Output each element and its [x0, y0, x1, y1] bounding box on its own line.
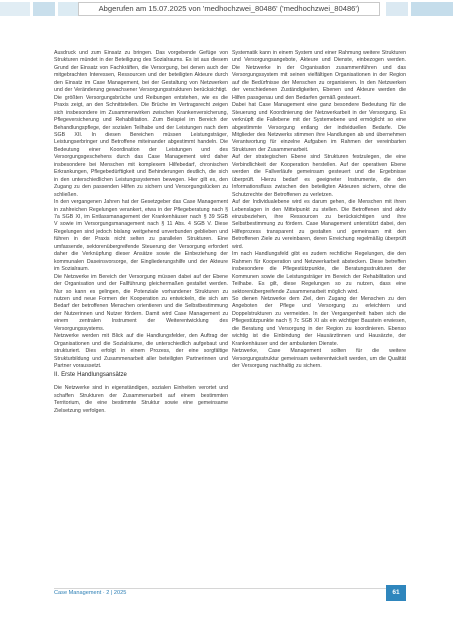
paragraph: Im nach Handlungsfeld gibt es zudem rechtliche Regelungen, die den Rahmen für Kooperation und Netzwerkarbeit abstecken. Diese betreffen insbesondere die Pflegestützpunkte, die Beratungsstrukturen der Kommunen sowie die Leistungsträger im Bereich der Rehabilitation und Teilhabe. Es gilt, diese Regelungen so zu nutzen, dass eine sektorenübergreifende Zusammenarbeit möglich wird.	[232, 251, 406, 295]
right-text-column	[232, 50, 406, 586]
paragraph: Die Netzwerke sind in eigenständigen, sozialen Einheiten verortet und schaffen Strukturen der Zusammenarbeit auf einem bestimmten Territorium, die eine bestimmte Struktur sowie eine gemeinsame Zielsetzung verfolgen.	[54, 385, 228, 414]
paragraph: In den vergangenen Jahren hat der Gesetzgeber das Case Management in zahlreichen Regelungen verankert, etwa in der Pflegeberatung nach § 7a SGB XI, im Entlassmanagement der Krankenhäuser nach § 39 SGB V sowie im Versorgungsmanagement nach § 11 Abs. 4 SGB V. Diese Regelungen sind jedoch bislang weitgehend unverbunden geblieben und führen in der Praxis nicht selten zu parallelen Strukturen. Eine umfassende, sektorenübergreifende Steuerung der Versorgung erfordert daher die Verknüpfung dieser Ansätze sowie die Einbeziehung der kommunalen Daseinsvorsorge, der Eingliederungshilfe und der Akteure im Sozialraum.	[54, 199, 228, 273]
journal-name: Case Management · 2 | 2025	[54, 590, 127, 596]
paragraph: Auf der Individualebene wird es darum gehen, die Menschen mit ihren Lebenslagen in den Mittelpunkt zu stellen. Die Betroffenen sind aktiv einzubeziehen, ihre Ressourcen zu berücksichtigen und ihre Selbstbestimmung zu fördern. Case Management unterstützt dabei, den Hilfeprozess transparent zu gestalten und gemeinsam mit den Betroffenen Ziele zu vereinbaren, deren Erreichung regelmäßig überprüft wird.	[232, 199, 406, 250]
paragraph: Dabei hat Case Management eine ganz besondere Bedeutung für die Steuerung und Koordinierung der Netzwerkarbeit in der Versorgung. Es verknüpft die Fallebene mit der Systemebene und ermöglicht so eine abgestimmte Versorgung entlang der individuellen Bedarfe. Die Mitglieder des Netzwerks stimmen ihre Handlungen ab und übernehmen Verantwortung für einzelne Aufgaben im Rahmen der vereinbarten Strukturen der Zusammenarbeit.	[232, 102, 406, 153]
top-banner	[0, 0, 453, 24]
page-number-badge: 61	[386, 585, 406, 601]
paragraph: Die Netzwerke im Bereich der Versorgung müssen dabei auf der Ebene der Organisation und der Fallführung gleichermaßen gestaltet werden. Nur so kann es gelingen, die Potenziale vorhandener Strukturen zu nutzen und neue Formen der Kooperation zu entwickeln, die sich am Bedarf der betroffenen Menschen orientieren und die Selbstbestimmung der Nutzerinnen und Nutzer fördern. Damit wird Case Management zu einem zentralen Instrument der Weiterentwicklung des Versorgungssystems.	[54, 273, 228, 332]
paragraph: Systematik kann in einem System und einer Rahmung weitere Strukturen und Versorgungsangebote, Akteure und Dienste, einbezogen werden. Die Netzwerke in der Organisation zusammenführen und das Versorgungssystem mit seinen vielfältigen Organisationen in der Region auf die Bedürfnisse der Menschen zu organisieren. In den Netzwerken der verschiedenen Zuständigkeiten, Ebenen und Akteure werden die Hilfen passgenau und den Bedarfen gemäß gesteuert.	[232, 50, 406, 101]
banner-decor-block	[386, 2, 408, 16]
left-text-column	[54, 50, 228, 586]
section-heading: II. Erste Handlungsansätze	[54, 372, 127, 379]
paragraph: Netzwerke werden mit Blick auf die Handlungsfelder, den Auftrag der Organisationen und die Sozialräume, die unterschiedlich aufgebaut und strukturiert. Dies erfolgt in einem Prozess, der eine sorgfältige Strukturbildung und Zusammenarbeit aller beteiligten Partnerinnen und Partner voraussetzt.	[54, 333, 228, 370]
paragraph: So dienen Netzwerke dem Ziel, den Zugang der Menschen zu den Angeboten der Pflege und Versorgung zu erleichtern und Doppelstrukturen zu vermeiden. In der Vergangenheit haben sich die Pflegestützpunkte nach § 7c SGB XI als ein wichtiger Baustein erwiesen, die Beratung und Versorgung in der Region zu koordinieren. Ebenso wichtig ist die Einbindung der Hausärztinnen und Hausärzte, der Krankenhäuser und der ambulanten Dienste.	[232, 295, 406, 347]
paragraph: Die größten Versorgungsbrüche und Reibungen entstehen, wie es die Praxis zeigt, an den Schnittstellen. Die Brüche im Vertragsrecht zeigen sich insbesondere im Zusammenwirken zwischen Krankenversicherung, Pflegeversicherung und Rehabilitation. Zum Beispiel im Bereich der Behandlungspflege, der sozialen Teilhabe und der Leistungen nach dem SGB XII. In diesen Bereichen müssen Leistungsträger, Leistungserbringer und Betroffene miteinander abgestimmt handeln. Die Bedeutung einer Koordination der Leistungen und des Versorgungsgeschehens durch das Case Management wird daher insbesondere bei Menschen mit komplexem Hilfebedarf, chronischen Erkrankungen, Pflegebedürftigkeit und Behinderungen deutlich, die sich in den unterschiedlichen Leistungssystemen bewegen. Hier gilt es, den Zugang zu den passenden Hilfen zu sichern und Versorgungslücken zu schließen.	[54, 94, 228, 198]
download-notice: Abgerufen am 15.07.2025 von 'medhochzwei_80486' ('medhochzwei_80486')	[78, 2, 380, 16]
paragraph: Ausdruck und zum Einsatz zu bringen. Das vorgebende Gefüge von Strukturen mündet in der Beteiligung des Sozialraums. Es ist aus diesem Grund der Einsatz von Fachkräften, die Versorgung, bei denen auch der mitgebrachten Interessen, Ressourcen und der beteiligten Akteure durch den Einsatz im Case Management, bei der Gestaltung von Netzwerken und der Veränderung gewachsener Versorgungsstrukturen berücksichtigt.	[54, 50, 228, 94]
banner-decor-block	[411, 2, 453, 16]
banner-decor-block	[33, 2, 55, 16]
paragraph: Auf der strategischen Ebene sind Strukturen festzulegen, die eine Verbindlichkeit der Kooperation herstellen. Auf der operativen Ebene werden die Fallverläufe gemeinsam gesteuert und die Ergebnisse überprüft. Hierzu bedarf es geeigneter Instrumente, die den Informationsfluss zwischen den beteiligten Akteuren sichern, ohne die Schutzrechte der Betroffenen zu verletzen.	[232, 154, 406, 198]
paragraph: Netzwerke, Case Management sollten für die weitere Versorgungsstruktur gemeinsam weiterentwickelt werden, um die Qualität der Versorgung nachhaltig zu sichern.	[232, 348, 406, 370]
banner-decor-block	[0, 2, 30, 16]
